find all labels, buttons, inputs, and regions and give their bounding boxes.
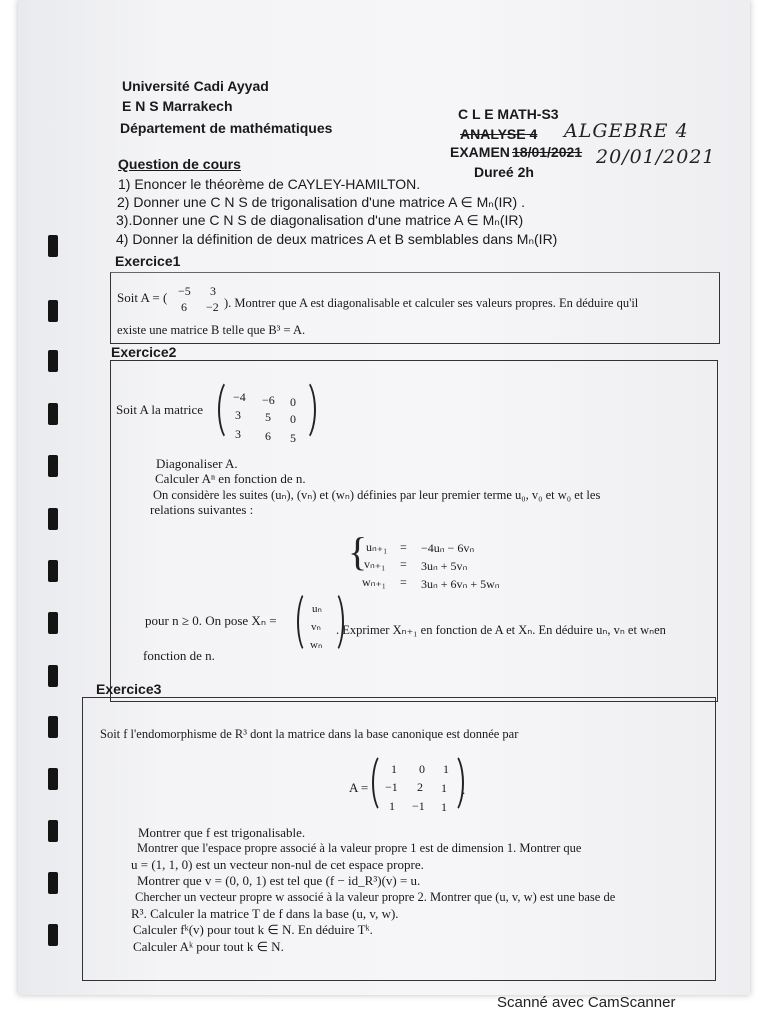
binder-hole <box>48 768 58 790</box>
period: . <box>462 782 466 797</box>
department-name: Département de mathématiques <box>120 120 333 136</box>
question-1: 1) Enoncer le théorème de CAYLEY-HAMILTON. <box>118 176 421 192</box>
binder-hole <box>48 455 58 477</box>
system-rhs-2: 3uₙ + 5vₙ <box>421 559 468 573</box>
exercice3-a-eq: A = <box>349 780 369 795</box>
exam-label: EXAMEN <box>450 144 510 160</box>
period: . <box>312 412 316 427</box>
exercice3-matrix-a11: 1 <box>391 762 397 776</box>
question-3: 3).Donner une C N S de diagonalisation d'une matrice A ∈ Mₙ(IR) <box>116 212 524 228</box>
binder-hole <box>48 403 58 425</box>
binder-hole <box>48 716 58 738</box>
course-handwritten: ALGEBRE 4 <box>564 120 689 142</box>
exam-date-old-strikethrough: 18/01/2021 <box>512 144 583 160</box>
exercice2-matrix-a12: −6 <box>262 393 275 407</box>
exercice1-matrix-a12: 3 <box>210 284 216 298</box>
exercice1-matrix-a11: −5 <box>178 284 191 298</box>
course-code: C L E MATH-S3 <box>458 106 559 122</box>
exercice3-matrix-a23: 1 <box>441 781 447 795</box>
question-2: 2) Donner une C N S de trigonalisation d'une matrice A ∈ Mₙ(IR) . <box>117 194 525 210</box>
binder-hole <box>48 665 58 687</box>
exercice3-line-2: Montrer que l'espace propre associé à la valeur propre 1 est de dimension 1. Montrer que <box>137 841 582 855</box>
system-eq-1: = <box>400 540 407 554</box>
exercice2-soit: Soit A la matrice <box>116 402 204 417</box>
binder-hole <box>48 612 58 634</box>
exercice3-matrix-a33: 1 <box>441 800 447 814</box>
system-eq-3: = <box>400 575 407 589</box>
exercice2-title: Exercice2 <box>111 344 177 360</box>
exercice2-matrix-a22: 5 <box>265 410 271 424</box>
questions-title: Question de cours <box>118 156 241 172</box>
question-4: 4) Donner la définition de deux matrices A et B semblables dans Mₙ(IR) <box>116 231 558 247</box>
exercice2-item-2: Calculer Aⁿ en fonction de n. <box>155 471 306 486</box>
exercice2-matrix-a33: 5 <box>290 431 296 445</box>
exercice3-line-4: Montrer que v = (0, 0, 1) est tel que (f − id_R³)(v) = u. <box>137 873 421 888</box>
exercice2-matrix-a23: 0 <box>290 412 296 426</box>
exercice3-line-1: Montrer que f est trigonalisable. <box>138 825 306 840</box>
exercice3-matrix-a12: 0 <box>419 762 425 776</box>
university-name: Université Cadi Ayyad <box>122 78 269 94</box>
exercice2-express-2: fonction de n. <box>143 648 215 663</box>
exercice1-statement-2: existe une matrice B telle que B³ = A. <box>117 323 306 337</box>
exercice2-item-3b: relations suivantes : <box>150 502 254 517</box>
exercice3-line-6: R³. Calculer la matrice T de f dans la base (u, v, w). <box>131 906 399 921</box>
system-brace: { <box>348 529 368 574</box>
binder-hole <box>48 235 58 257</box>
vector-u: uₙ <box>312 603 322 615</box>
system-lhs-2: vₙ₊₁ <box>364 557 386 571</box>
exercice1-matrix-a22: −2 <box>206 300 219 314</box>
exercice3-matrix-a32: −1 <box>412 799 425 813</box>
exercice1-soit: Soit A = ( <box>117 290 168 305</box>
exercice3-line-8: Calculer Aᵏ pour tout k ∈ N. <box>133 939 284 954</box>
exercice2-item-3: On considère les suites (uₙ), (vₙ) et (wₙ) définies par leur premier terme u₀, v₀ et w₀ et les <box>153 488 601 502</box>
binder-hole <box>48 300 58 322</box>
camscanner-watermark: Scanné avec CamScanner <box>497 994 676 1011</box>
exercice3-matrix-a31: 1 <box>389 799 395 813</box>
exam-duration: Dureé 2h <box>474 164 534 180</box>
exercice3-title: Exercice3 <box>96 681 162 697</box>
exercice1-matrix-a21: 6 <box>181 300 187 314</box>
system-lhs-3: wₙ₊₁ <box>362 575 386 589</box>
exercice2-matrix-a32: 6 <box>265 429 271 443</box>
exercice2-item-1: Diagonaliser A. <box>156 456 238 471</box>
system-lhs-1: uₙ₊₁ <box>366 540 388 554</box>
exercice1-statement: ). Montrer que A est diagonalisable et calculer ses valeurs propres. En déduire qu'il <box>224 296 639 310</box>
school-name: E N S Marrakech <box>122 98 233 114</box>
system-rhs-3: 3uₙ + 6vₙ + 5wₙ <box>421 577 500 591</box>
binder-hole <box>48 872 58 894</box>
exercice1-title: Exercice1 <box>115 253 181 269</box>
vector-w: wₙ <box>310 639 323 651</box>
exercice2-matrix-a21: 3 <box>235 408 241 422</box>
exercice2-matrix-a11: −4 <box>233 390 246 404</box>
exercice3-matrix-a21: −1 <box>385 780 398 794</box>
exercice3-matrix-a13: 1 <box>443 762 449 776</box>
binder-hole <box>48 560 58 582</box>
exercice3-intro: Soit f l'endomorphisme de R³ dont la matrice dans la base canonique est donnée par <box>100 727 519 741</box>
exercice2-matrix-a31: 3 <box>235 427 241 441</box>
exercice2-express: . Exprimer Xₙ₊₁ en fonction de A et Xₙ. En déduire uₙ, vₙ et wₙen <box>336 623 666 637</box>
exercice3-line-5: Chercher un vecteur propre w associé à la valeur propre 2. Montrer que (u, v, w) est une base de <box>135 890 616 904</box>
exercice3-line-3: u = (1, 1, 0) est un vecteur non-nul de cet espace propre. <box>131 857 424 872</box>
exercice2-matrix-a13: 0 <box>290 395 296 409</box>
system-eq-2: = <box>400 557 407 571</box>
vector-v: vₙ <box>311 621 321 633</box>
exercice3-matrix-a22: 2 <box>417 780 423 794</box>
binder-hole <box>48 820 58 842</box>
exercice3-line-7: Calculer fᵏ(v) pour tout k ∈ N. En déduire Tᵏ. <box>133 922 373 937</box>
system-rhs-1: −4uₙ − 6vₙ <box>421 541 475 555</box>
exercice2-pose: pour n ≥ 0. On pose Xₙ = <box>145 613 277 628</box>
course-old-strikethrough: ANALYSE 4 <box>460 126 538 142</box>
binder-hole <box>48 350 58 372</box>
binder-hole <box>48 508 58 530</box>
exam-date-handwritten: 20/01/2021 <box>596 146 716 168</box>
binder-hole <box>48 924 58 946</box>
